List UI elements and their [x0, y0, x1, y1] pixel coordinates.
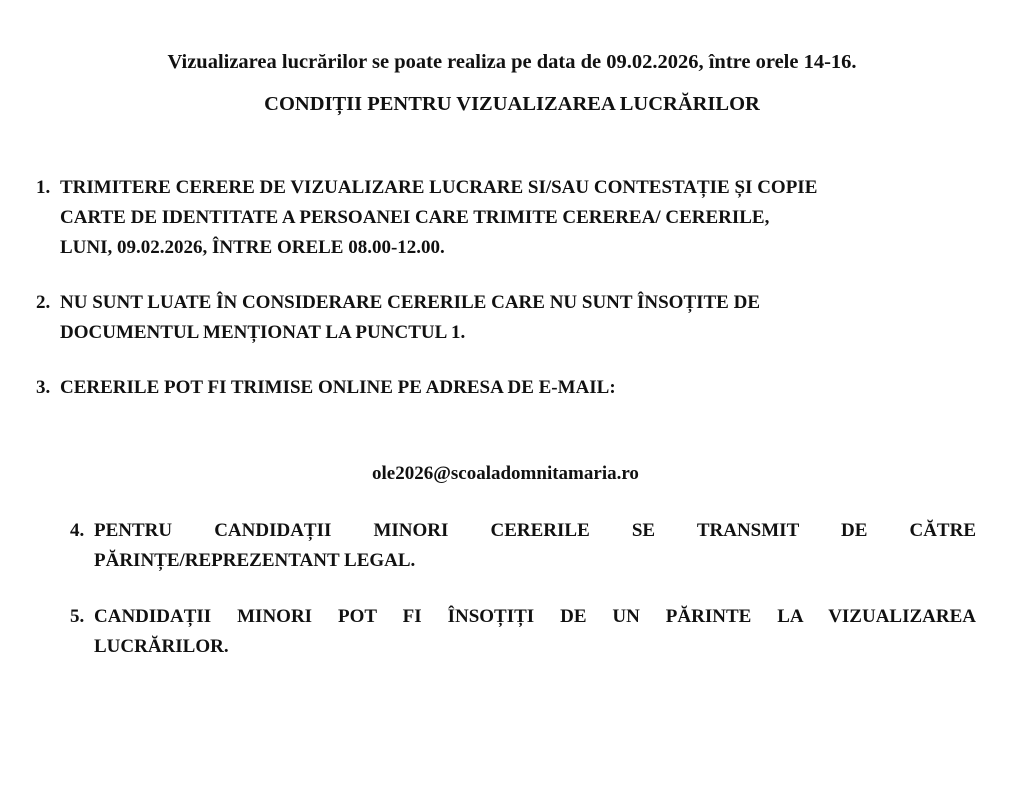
list-item-3 — [36, 373, 996, 403]
list-item-1 — [36, 173, 996, 263]
list-item-4 — [70, 516, 976, 576]
list-item-line: LUCRĂRILOR. — [94, 636, 229, 657]
list-item-line: PĂRINȚE/REPREZENTANT LEGAL. — [94, 550, 416, 571]
list-item-number: 2. — [36, 292, 51, 313]
list-item-line: DOCUMENTUL MENȚIONAT LA PUNCTUL 1. — [60, 322, 466, 343]
list-item-number: 5. — [70, 606, 85, 627]
list-item-line: LUNI, 09.02.2026, ÎNTRE ORELE 08.00-12.00. — [60, 237, 445, 258]
email-address[interactable]: ole2026@scoaladomnitamaria.ro — [372, 463, 639, 484]
list-item-line: CARTE DE IDENTITATE A PERSOANEI CARE TRIMITE CEREREA/ CERERILE, — [60, 207, 770, 228]
list-item-line: CANDIDAȚII MINORI POT FI ÎNSOȚIȚI DE UN PĂRINTE LA VIZUALIZAREA — [94, 606, 976, 627]
list-item-line: PENTRU CANDIDAȚII MINORI CERERILE SE TRANSMIT DE CĂTRE — [94, 520, 976, 541]
intro-text: Vizualizarea lucrărilor se poate realiza pe data de 09.02.2026, între orele 14-16. — [167, 51, 857, 73]
list-item-number: 1. — [36, 177, 51, 198]
list-item-5 — [70, 602, 976, 662]
list-item-number: 4. — [70, 520, 85, 541]
list-item-line: NU SUNT LUATE ÎN CONSIDERARE CERERILE CARE NU SUNT ÎNSOȚITE DE — [60, 292, 760, 313]
document-title: CONDIȚII PENTRU VIZUALIZAREA LUCRĂRILOR — [264, 93, 760, 115]
list-item-line: CERERILE POT FI TRIMISE ONLINE PE ADRESA DE E-MAIL: — [60, 377, 616, 398]
list-item-2 — [36, 288, 996, 348]
list-item-line: TRIMITERE CERERE DE VIZUALIZARE LUCRARE SI/SAU CONTESTAȚIE ȘI COPIE — [60, 177, 818, 198]
list-item-number: 3. — [36, 377, 51, 398]
